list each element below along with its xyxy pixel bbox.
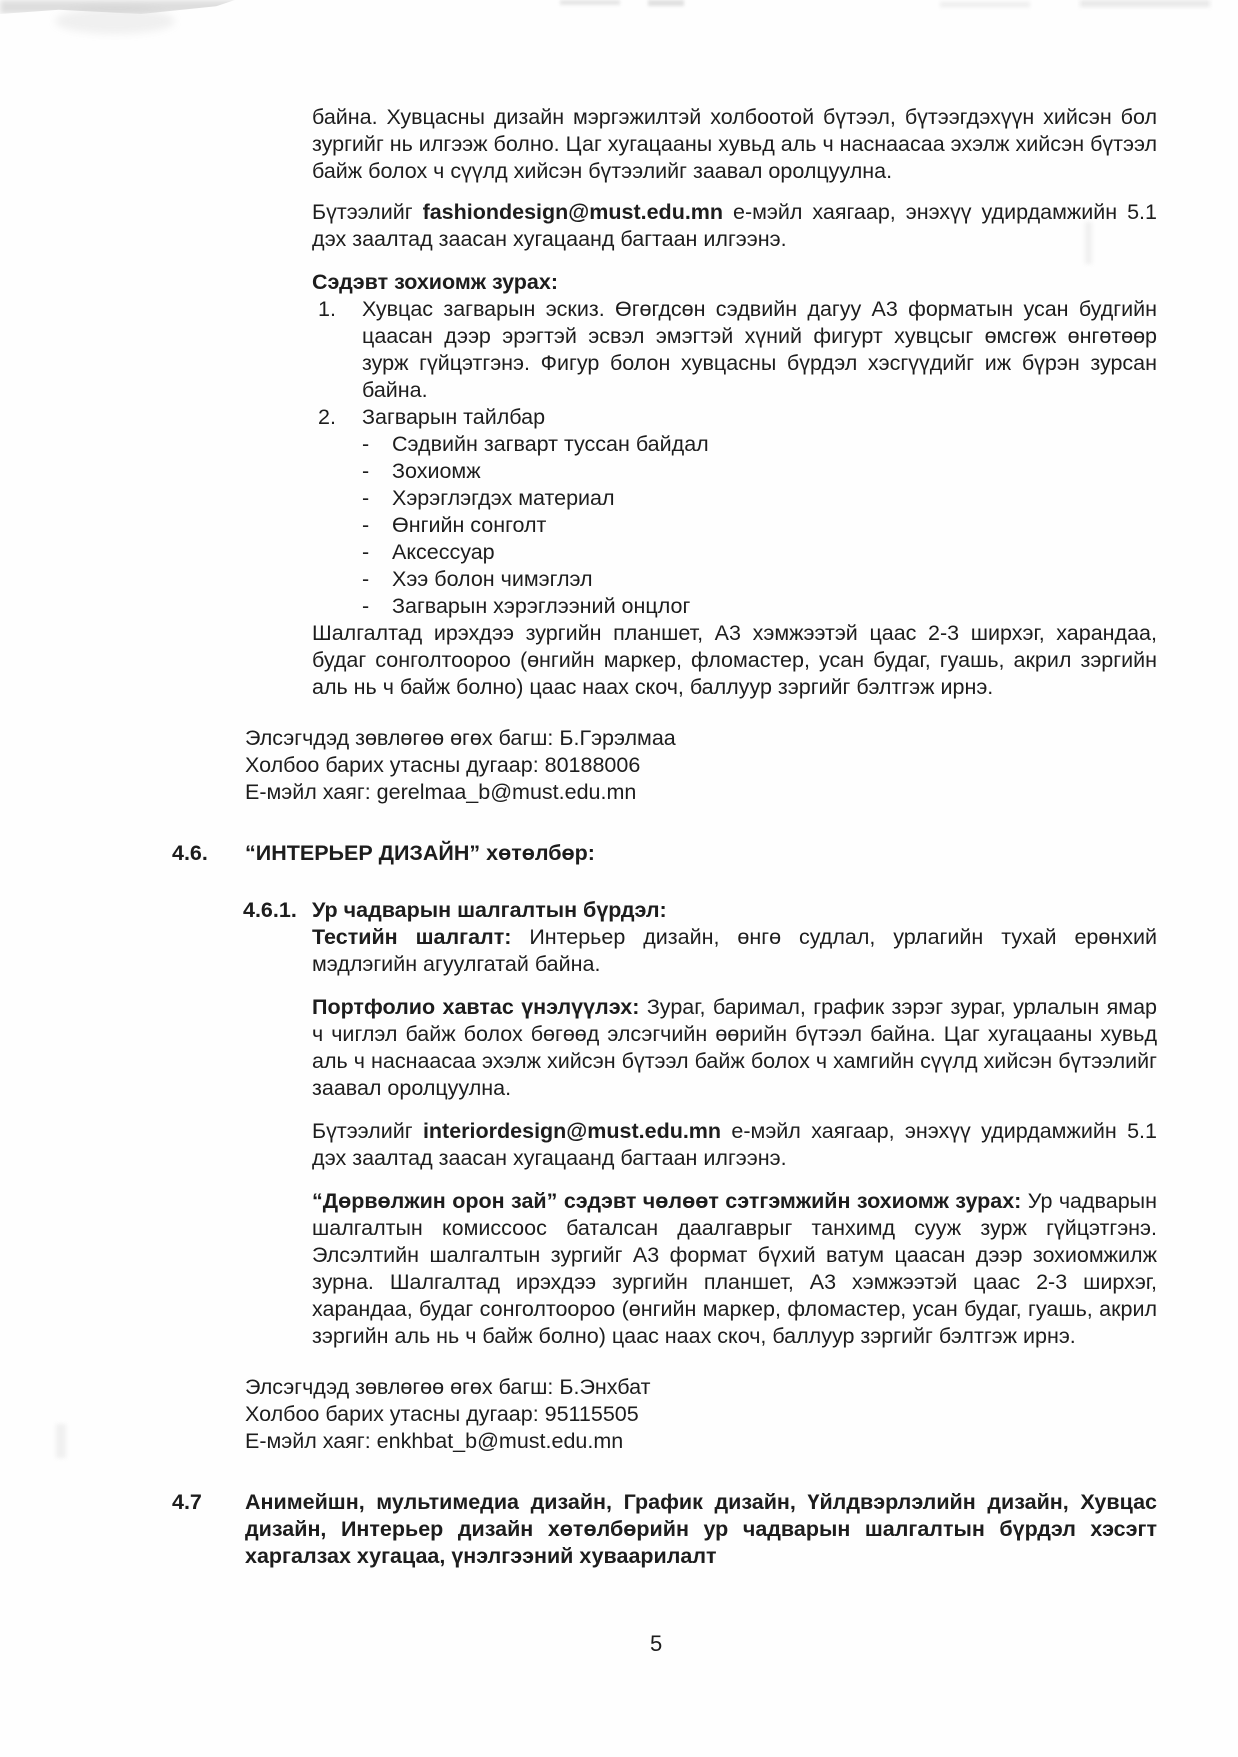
text-run: Хээ болон чимэглэл [392, 567, 593, 591]
text-run: Хэрэглэгдэх материал [392, 486, 615, 510]
bold-text-run: fashiondesign@must.edu.mn [422, 200, 724, 224]
text-run: Холбоо барих утасны дугаар: 95115505 [245, 1402, 639, 1426]
advisor-phone-line-2 [245, 1401, 1157, 1428]
bold-text-run: Портфолио хавтас үнэлүүлэх: [312, 995, 640, 1019]
dash-item-usage-features [362, 593, 1157, 620]
item-text [392, 512, 1157, 539]
item-text [245, 840, 1157, 867]
continued-paragraph [312, 104, 1157, 185]
advisor-name-line [245, 725, 1157, 752]
dash-item-theme [362, 431, 1157, 458]
exam-supplies-paragraph [312, 620, 1157, 701]
test-exam-paragraph [312, 924, 1157, 978]
dash-item-materials [362, 485, 1157, 512]
item-text [392, 539, 1157, 566]
dash-item-color-choice [362, 512, 1157, 539]
text-run: Элсэгчдэд зөвлөгөө өгөх багш: Б.Гэрэлмаа [245, 726, 676, 750]
text-run: Сэдвийн загварт туссан байдал [392, 432, 709, 456]
bold-text-run: Ур чадварын шалгалтын бүрдэл: [312, 898, 667, 922]
document-content [0, 104, 1238, 1570]
item-marker: 4.6. [172, 841, 208, 865]
item-marker: - [362, 594, 370, 618]
text-run: Элсэгчдэд зөвлөгөө өгөх багш: Б.Энхбат [245, 1375, 651, 1399]
item-marker: 2. [318, 405, 336, 429]
interior-email-submission-paragraph [312, 1118, 1157, 1172]
text-run: Хувцас загварын эскиз. Өгөгдсөн сэдвийн дагуу А3 форматын усан будгийн цаасан дээр эрэгтэй эсвэл эмэгтэй хүний фигурт хувцсыг өмсгөж өнгөтөөр зурж гүйцэтгэнэ. Фигур болон хувцасны бүрдэл хэсгүүдийг иж бүрэн зурсан байна. [362, 297, 1157, 402]
text-run: Зураг, баримал, график зэрэг зураг, урлалын ямар ч чиглэл байж болох бөгөөд элсэгчийн өөрийн бүтээл байна. Цаг хугацааны хувьд аль ч наснаасаа эхэлж хийсэн бүтээл байж болох ч хамгийн сүүлд хийсэн бүтээлийг заавал оролцуулна. [312, 995, 1157, 1100]
text-run: Зохиомж [392, 459, 481, 483]
item-text [362, 296, 1157, 404]
item-marker: - [362, 567, 370, 591]
text-run: Ур чадварын шалгалтын комиссоос баталсан даалгаврыг танхимд сууж зурж гүйцэтгэнэ. Элсэлтийн шалгалтын зургийг А3 формат бүхий ватум цаасан дээр зохиомжилж зурна. Шалгалтад ирэхдээ зургийн планшет, А3 хэмжээтэй цаас 2-3 ширхэг, харандаа, будаг сонголтоороо (өнгийн маркер, фломастер, усан будаг, гуашь, акрил зэргийн аль нь ч байж болно) цаас наах скоч, баллуур зэргийг бэлтгэж ирнэ. [312, 1189, 1157, 1348]
text-run: Интерьер дизайн, өнгө судлал, урлагийн тухай ерөнхий мэдлэгийн агуулгатай байна. [312, 925, 1157, 976]
fashion-email-submission-paragraph [312, 199, 1157, 253]
scan-artifact-top-left-2 [55, 8, 175, 34]
advisor-phone-line [245, 752, 1157, 779]
portfolio-evaluation-paragraph [312, 994, 1157, 1102]
text-run: Сэдэвт зохиомж зурах: [312, 270, 559, 294]
text-run: е-мэйл хаягаар, энэхүү удирдамжийн 5.1 дэх заалтад заасан хугацаанд багтаан илгээнэ. [312, 1119, 1157, 1170]
text-run: Бүтээлийг [312, 1119, 423, 1143]
item-marker: - [362, 459, 370, 483]
item-marker: - [362, 432, 370, 456]
text-run: Холбоо барих утасны дугаар: 80188006 [245, 753, 641, 777]
text-run: Загварын тайлбар [362, 405, 546, 429]
item-marker: - [362, 513, 370, 537]
item-text [392, 458, 1157, 485]
text-run: байна. Хувцасны дизайн мэргэжилтэй холбоотой бүтээл, бүтээгдэхүүн хийсэн бол зургийг нь илгээж болно. Цаг хугацааны хувьд аль ч наснаасаа эхэлж хийсэн бүтээл байж болох ч сүүлд хийсэн бүтээлийг заавал оролцуулна. [312, 105, 1158, 183]
text-run: Е-мэйл хаяг: enkhbat_b@must.edu.mn [245, 1429, 624, 1453]
text-run: Е-мэйл хаяг: gerelmaa_b@must.edu.mn [245, 780, 637, 804]
item-marker: 4.6.1. [243, 898, 297, 922]
item-text [392, 593, 1157, 620]
bold-text-run: “ИНТЕРЬЕР ДИЗАЙН” хөтөлбөр: [245, 841, 595, 865]
scan-artifact-top-tick [560, 0, 620, 5]
dash-item-composition [362, 458, 1157, 485]
item-text [392, 485, 1157, 512]
scan-artifact-top-left [0, 0, 235, 14]
text-run: Бүтээлийг [312, 200, 423, 224]
subsection-4-6-1-heading [243, 897, 1157, 924]
section-4-6-heading [172, 840, 1157, 867]
bold-text-run: interiordesign@must.edu.mn [422, 1119, 722, 1143]
numbered-item-2 [318, 404, 1157, 431]
bold-text-run: “Дөрвөлжин орон зай” сэдэвт чөлөөт сэтгэмжийн зохиомж зурах: [312, 1189, 1022, 1213]
scan-artifact-top-tick [648, 0, 684, 6]
page-number: 5 [650, 1631, 663, 1656]
text-run: е-мэйл хаягаар, энэхүү удирдамжийн 5.1 дэх заалтад заасан хугацаанд багтаан илгээнэ. [312, 200, 1157, 251]
item-text [392, 566, 1157, 593]
item-marker: 1. [318, 297, 336, 321]
item-marker: - [362, 486, 370, 510]
bold-text-run: Тестийн шалгалт: [312, 925, 512, 949]
advisor-name-line-2 [245, 1374, 1157, 1401]
text-run: Өнгийн сонголт [392, 513, 547, 537]
advisor-email-line [245, 779, 1157, 806]
text-run: Аксессуар [392, 540, 495, 564]
square-space-task-paragraph [312, 1188, 1157, 1350]
scan-artifact-top-tick [1080, 0, 1210, 7]
numbered-item-1 [318, 296, 1157, 404]
item-marker: - [362, 540, 370, 564]
scan-artifact-top-tick [940, 2, 1030, 7]
dash-item-pattern-decoration [362, 566, 1157, 593]
item-text [312, 897, 1157, 924]
item-text [245, 1489, 1157, 1570]
text-run: Загварын хэрэглээний онцлог [392, 594, 691, 618]
dash-item-accessories [362, 539, 1157, 566]
item-text [362, 404, 1157, 431]
themed-composition-heading [312, 269, 1157, 296]
section-4-7-heading [172, 1489, 1157, 1570]
advisor-email-line-2 [245, 1428, 1157, 1455]
text-run: Шалгалтад ирэхдээ зургийн планшет, А3 хэмжээтэй цаас 2-3 ширхэг, харандаа, будаг сонголтоороо (өнгийн маркер, фломастер, усан будаг, гуашь, акрил зэргийн аль нь ч байж болно) цаас наах скоч, баллуур зэргийг бэлтгэж ирнэ. [312, 621, 1157, 699]
item-marker: 4.7 [172, 1490, 202, 1514]
bold-text-run: Анимейшн, мультимедиа дизайн, График дизайн, Үйлдвэрлэлийн дизайн, Хувцас дизайн, Интерьер дизайн хөтөлбөрийн ур чадварын шалгалтын бүрдэл хэсэгт харгалзах хугацаа, үнэлгээний хуваарилалт [245, 1490, 1157, 1568]
item-text [392, 431, 1157, 458]
